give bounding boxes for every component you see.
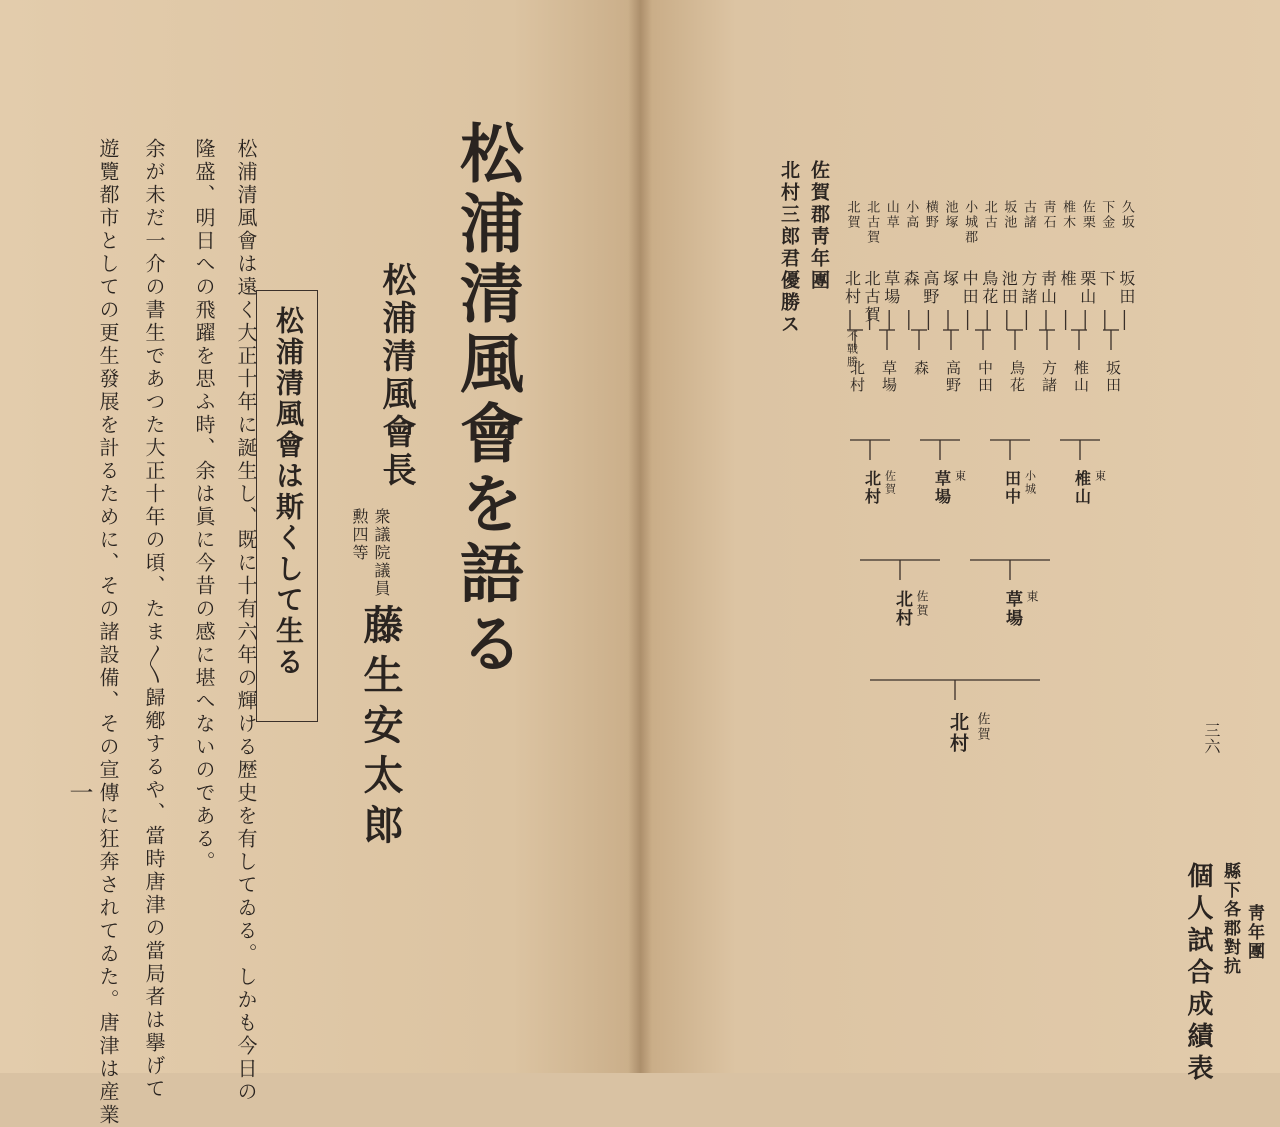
- entrant-team: 佐栗: [1079, 200, 1095, 230]
- body-line: 余が未だ一介の書生であつた大正十年の頃、たま〳〵歸鄕するや、當時唐津の當局者は擧げて: [142, 138, 166, 1101]
- entrant-team: 北古賀: [864, 200, 880, 245]
- entrant-name: 方諸: [1018, 270, 1038, 306]
- entrant-name: 栗山: [1077, 270, 1097, 306]
- entrant-team: 椎木: [1060, 200, 1076, 230]
- entrant-team: 北古: [981, 200, 997, 230]
- table-note-line: 靑年團: [1244, 904, 1264, 961]
- entrant-team: 下金: [1099, 200, 1115, 230]
- entrant-team: 横野: [922, 200, 938, 230]
- round3-name: 椎山: [1072, 470, 1092, 506]
- round3-tag: 東: [953, 470, 967, 483]
- entrant-name: 塚: [940, 270, 960, 288]
- entrant-team: 小城郡: [962, 200, 978, 245]
- round2-name: 鳥花: [1008, 360, 1026, 394]
- article-title: 松浦清風會を語る: [449, 120, 524, 680]
- round3-tag: 東: [1093, 470, 1107, 483]
- champion-tag: 佐賀: [974, 712, 990, 742]
- round2-name: 方諸: [1040, 360, 1058, 394]
- round2-name: 北村: [848, 360, 866, 394]
- author-meta-2: 勲四等: [350, 508, 369, 562]
- entrant-team: 山草: [883, 200, 899, 230]
- entrant-name: 中田: [960, 270, 980, 306]
- round2-name: 高野: [944, 360, 962, 394]
- round4-name: 草場: [1002, 590, 1022, 628]
- winner-header-line: 北村三郎君優勝ス: [778, 160, 800, 336]
- entrant-team: 古諸: [1020, 200, 1036, 230]
- winner-header-line: 佐賀郡靑年團: [808, 160, 830, 292]
- entrant-name: 森: [901, 270, 921, 288]
- entrant-team: 靑石: [1040, 200, 1056, 230]
- round3-tag: 佐賀: [883, 470, 897, 496]
- entrant-name: 靑山: [1038, 270, 1058, 306]
- round2-name: 森: [912, 360, 930, 377]
- entrant-name: 草場: [881, 270, 901, 306]
- entrant-name: 下: [1097, 270, 1117, 288]
- page-number-right: 三六: [1202, 722, 1221, 754]
- entrant-team: 久坂: [1118, 200, 1134, 230]
- body-line: 遊覽都市としての更生發展を計るために、その諸設備、その宣傳に狂奔されてゐた。唐津は産業: [96, 138, 120, 1127]
- table-title: 個人試合成績表: [1183, 862, 1213, 1086]
- bye-label: 不戰勝: [845, 330, 859, 369]
- round3-name: 北村: [862, 470, 882, 506]
- round4-name: 北村: [892, 590, 912, 628]
- round2-name: 草場: [880, 360, 898, 394]
- champion-name: 北村: [947, 712, 969, 754]
- entrant-name: 高野: [920, 270, 940, 306]
- entrant-name: 椎: [1058, 270, 1078, 288]
- entrant-name: 坂田: [1116, 270, 1136, 306]
- round2-name: 椎山: [1072, 360, 1090, 394]
- entrant-team: 坂池: [1001, 200, 1017, 230]
- subtitle: 松浦清風會は斯くして生る: [272, 306, 305, 678]
- round3-name: 草場: [932, 470, 952, 506]
- author-meta-1: 衆議院議員: [372, 508, 391, 598]
- tournament-bracket: [640, 0, 1280, 1073]
- page-number-left: 一: [65, 780, 93, 804]
- entrant-name: 北古賀: [862, 270, 882, 324]
- round3-name: 田中: [1002, 470, 1022, 506]
- entrant-name: 北村: [842, 270, 862, 306]
- round4-tag: 佐賀: [915, 590, 929, 618]
- author-name: 藤生安太郎: [357, 604, 404, 854]
- entrant-team: 池塚: [942, 200, 958, 230]
- body-line: 松浦清風會は遠く大正十年に誕生し、既に十有六年の輝ける歴史を有してゐる。しかも今日の: [234, 138, 258, 1104]
- round2-name: 坂田: [1104, 360, 1122, 394]
- round2-name: 中田: [976, 360, 994, 394]
- round4-tag: 東: [1025, 590, 1039, 604]
- author-role: 松浦清風會長: [376, 262, 416, 490]
- entrant-name: 鳥花: [979, 270, 999, 306]
- entrant-team: 小高: [903, 200, 919, 230]
- entrant-name: 池田: [999, 270, 1019, 306]
- table-note-line: 縣下各郡對抗: [1220, 862, 1240, 976]
- body-line: 隆盛、明日への飛躍を思ふ時、余は眞に今昔の感に堪へないのである。: [192, 138, 216, 874]
- round3-tag: 小城: [1023, 470, 1037, 496]
- entrant-team: 北賀: [844, 200, 860, 230]
